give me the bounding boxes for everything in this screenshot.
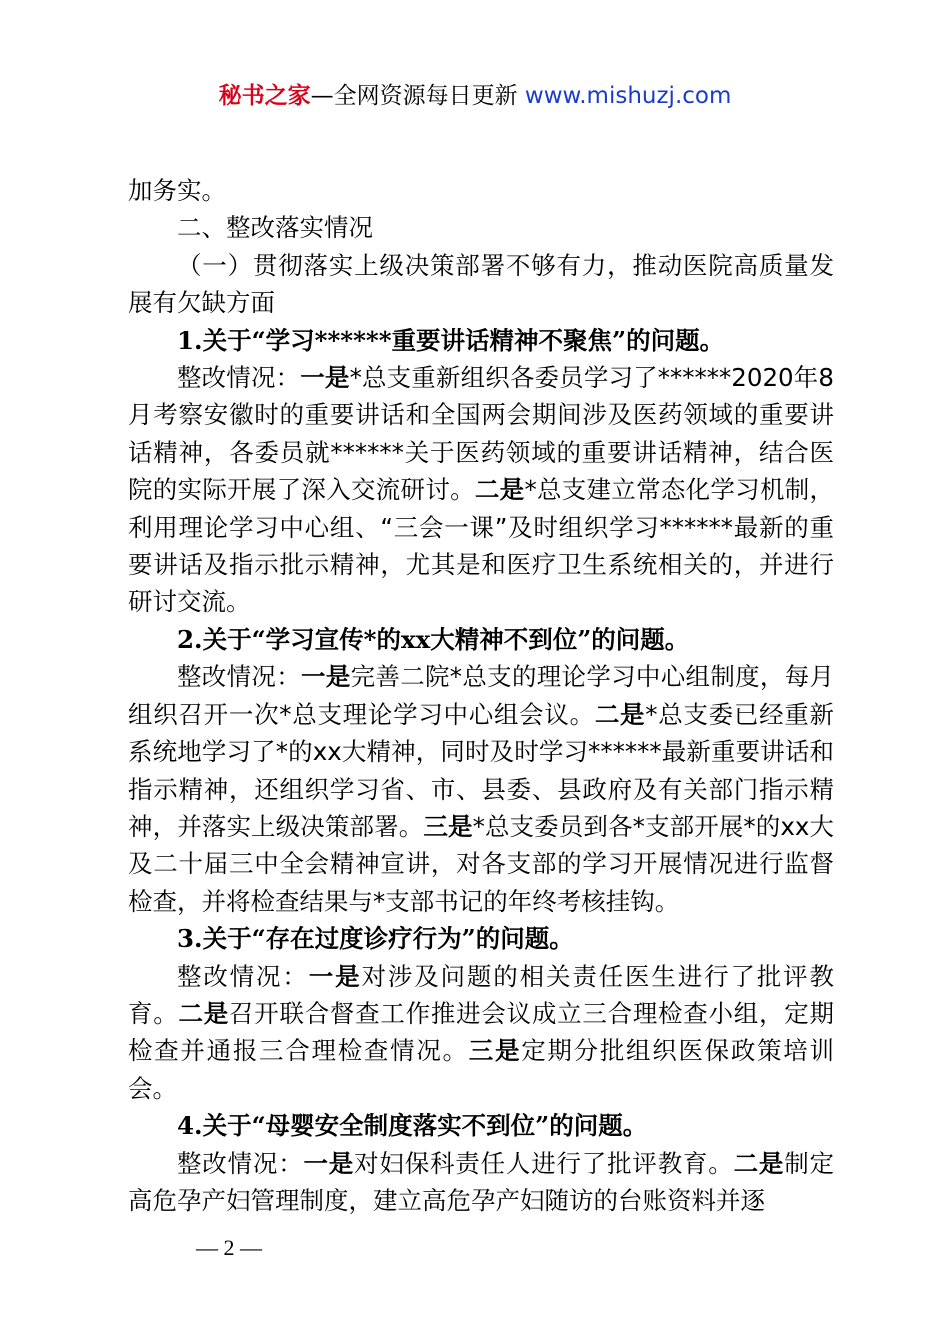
keyword: 二是 bbox=[594, 699, 646, 729]
keyword: 三是 bbox=[423, 811, 473, 841]
site-brand: 秘书之家 bbox=[218, 83, 311, 109]
site-url-link[interactable]: www.mishuzj.com bbox=[524, 83, 732, 109]
body-paragraph: 加务实。 bbox=[128, 176, 226, 205]
keyword: 二是 bbox=[733, 1148, 785, 1178]
keyword: 一是 bbox=[308, 961, 362, 991]
issue-heading-1: 1.关于“学习******重要讲话精神不聚焦”的问题。 bbox=[177, 325, 725, 355]
paragraph-text: 召开联合督查工作推进会议成立三合理检查小组，定期检查并通报三合理检查情况。 bbox=[128, 998, 835, 1066]
keyword: 一是 bbox=[303, 1148, 355, 1178]
section-heading: 二、整改落实情况 bbox=[177, 213, 373, 243]
paragraph-text: 定期分批组织医保政策培训会。 bbox=[128, 1036, 835, 1103]
issue-heading-4: 4.关于“母婴安全制度落实不到位”的问题。 bbox=[177, 1111, 648, 1141]
lead-label: 整改情况： bbox=[177, 662, 301, 692]
paragraph-text: *总支建立常态化学习机制，利用理论学习中心组、“三会一课”及时组织学习******最新的重要讲话及指示批示精神，尤其是和医疗卫生系统相关的，并进行研讨交流。 bbox=[128, 475, 835, 617]
keyword: 二是 bbox=[474, 475, 525, 505]
page-header bbox=[0, 80, 950, 112]
rectification-paragraph-4 bbox=[128, 1145, 834, 1220]
paragraph-text: *总支委员到各*支部开展*的xx大及二十届三中全会精神宣讲，对各支部的学习开展情况进行监督检查，并将检查结果与*支部书记的年终考核挂钩。 bbox=[128, 811, 835, 916]
site-slogan: 全网资源每日更新 bbox=[333, 83, 518, 109]
document-body bbox=[128, 172, 834, 1219]
keyword: 二是 bbox=[178, 998, 229, 1028]
issue-heading-2: 2.关于“学习宣传*的xx大精神不到位”的问题。 bbox=[177, 624, 690, 654]
keyword: 三是 bbox=[468, 1036, 522, 1066]
paragraph-text: 制定高危孕产妇管理制度，建立高危孕产妇随访的台账资料并逐 bbox=[128, 1148, 835, 1215]
paragraph-text: *总支重新组织各委员学习了******2020年8月考察安徽时的重要讲话和全国两会期间涉及医药领域的重要讲话精神，各委员就******关于医药领域的重要讲话精神，结合医院的实际开展了深入交流研讨。 bbox=[128, 363, 835, 505]
paragraph-text: 对涉及问题的相关责任医生进行了批评教育。 bbox=[128, 961, 835, 1028]
subsection-heading: （一）贯彻落实上级决策部署不够有力，推动医院高质量发展有欠缺方面 bbox=[128, 250, 834, 318]
keyword: 一是 bbox=[301, 662, 351, 692]
rectification-paragraph-3 bbox=[128, 958, 834, 1108]
lead-label: 整改情况： bbox=[177, 363, 301, 393]
lead-label: 整改情况： bbox=[177, 961, 309, 991]
keyword: 一是 bbox=[300, 363, 350, 393]
paragraph-text: *总支委已经重新系统地学习了*的xx大精神，同时及时学习******最新重要讲话和指示精神，还组织学习省、市、县委、县政府及有关部门指示精神，并落实上级决策部署。 bbox=[128, 699, 835, 841]
page-number: — 2 — bbox=[196, 1235, 262, 1260]
issue-heading-3: 3.关于“存在过度诊疗行为”的问题。 bbox=[177, 924, 574, 954]
rectification-paragraph-2 bbox=[128, 658, 834, 920]
paragraph-text: 完善二院*总支的理论学习中心组制度，每月组织召开一次*总支理论学习中心组会议。 bbox=[128, 662, 835, 729]
header-separator: — bbox=[310, 83, 334, 109]
paragraph-text: 对妇保科责任人进行了批评教育。 bbox=[354, 1148, 734, 1178]
rectification-paragraph-1 bbox=[128, 359, 834, 621]
lead-label: 整改情况： bbox=[177, 1148, 304, 1178]
